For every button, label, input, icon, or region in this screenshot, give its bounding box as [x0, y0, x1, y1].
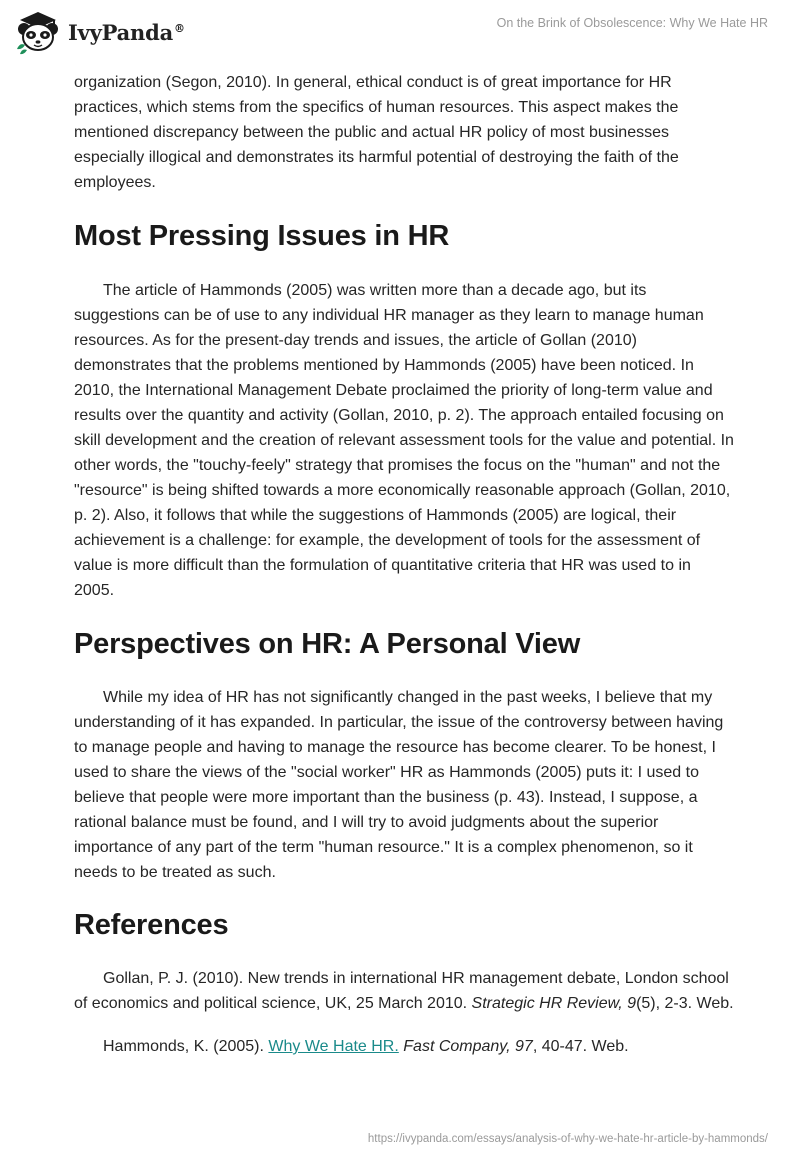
essay-content [74, 70, 734, 1059]
reference-gollan-journal: Strategic HR Review, 9 [471, 995, 637, 1012]
references-heading: References [74, 909, 229, 941]
section-heading-pressing-issues: Most Pressing Issues in HR [74, 220, 450, 252]
reference-gollan [74, 966, 734, 1016]
reference-hammonds-pages: , 40-47. Web. [532, 1038, 629, 1055]
document-title: On the Brink of Obsolescence: Why We Hate HR [496, 16, 768, 30]
footer-source-url: https://ivypanda.com/essays/analysis-of-why-we-hate-hr-article-by-hammonds/ [367, 1133, 768, 1145]
reference-hammonds-authors: Hammonds, K. (2005). [103, 1038, 269, 1055]
logo-text: IvyPanda® [68, 19, 185, 45]
registered-mark: ® [174, 21, 185, 35]
pressing-issues-paragraph: The article of Hammonds (2005) was written more than a decade ago, but its suggestions can be of use to any individual HR manager as they learn to manage human resources. As for the present-day trends and issues, the article of Gollan (2010) demonstrates that the problems mentioned by Hammonds (2005) have been noticed. In 2010, the International Management Debate proclaimed the priority of long-term value and results over the quantity and activity (Gollan, 2010, p. 2). The approach entailed focusing on skill development and the creation of relevant assessment tools for the value and potential. In other words, the "touchy-feely" strategy that promises the focus on the "human" and not the "resource" is being shifted towards a more economically reasonable approach (Gollan, 2010, p. 2). Also, it follows that while the suggestions of Hammonds (2005) are logical, their achievement is a challenge: for example, the development of tools for the assessment of value is more difficult than the formulation of quantitative criteria that HR was used to in 2005. [74, 282, 734, 599]
perspectives-paragraph: While my idea of HR has not significantly changed in the past weeks, I believe that my understanding of it has expanded. In particular, the issue of the controversy between having to manage people and having to manage the resource has become clearer. To be honest, I used to share the views of the "social worker" HR as Hammonds (2005) puts it: I used to believe that people were more important than the business (p. 43). Instead, I suppose, a rational balance must be found, and I will try to avoid judgments about the superior importance of any part of the term "human resource." It is a complex phenomenon, so it needs to be treated as such. [74, 689, 724, 881]
section-heading-perspectives: Perspectives on HR: A Personal View [74, 628, 581, 660]
reference-gollan-authors: Gollan, P. J. (2010). New trends in international HR management debate, London school of economics and political science, UK, 25 March 2010. [74, 970, 729, 1012]
ivypanda-logo[interactable] [14, 8, 185, 56]
intro-paragraph: organization (Segon, 2010). In general, ethical conduct is of great importance for HR practices, which stems from the specifics of human resources. This aspect makes the mentioned discrepancy between the public and actual HR policy of most businesses especially illogical and demonstrates its harmful potential of destroying the faith of the employees. [74, 74, 679, 191]
reference-hammonds [74, 1034, 734, 1059]
page-header [0, 0, 800, 62]
reference-gollan-issue: (5), 2-3. Web. [636, 995, 734, 1012]
reference-hammonds-journal: Fast Company, 97 [403, 1038, 533, 1055]
why-we-hate-hr-link[interactable]: Why We Hate HR. [268, 1038, 399, 1055]
panda-logo-icon [14, 9, 62, 55]
